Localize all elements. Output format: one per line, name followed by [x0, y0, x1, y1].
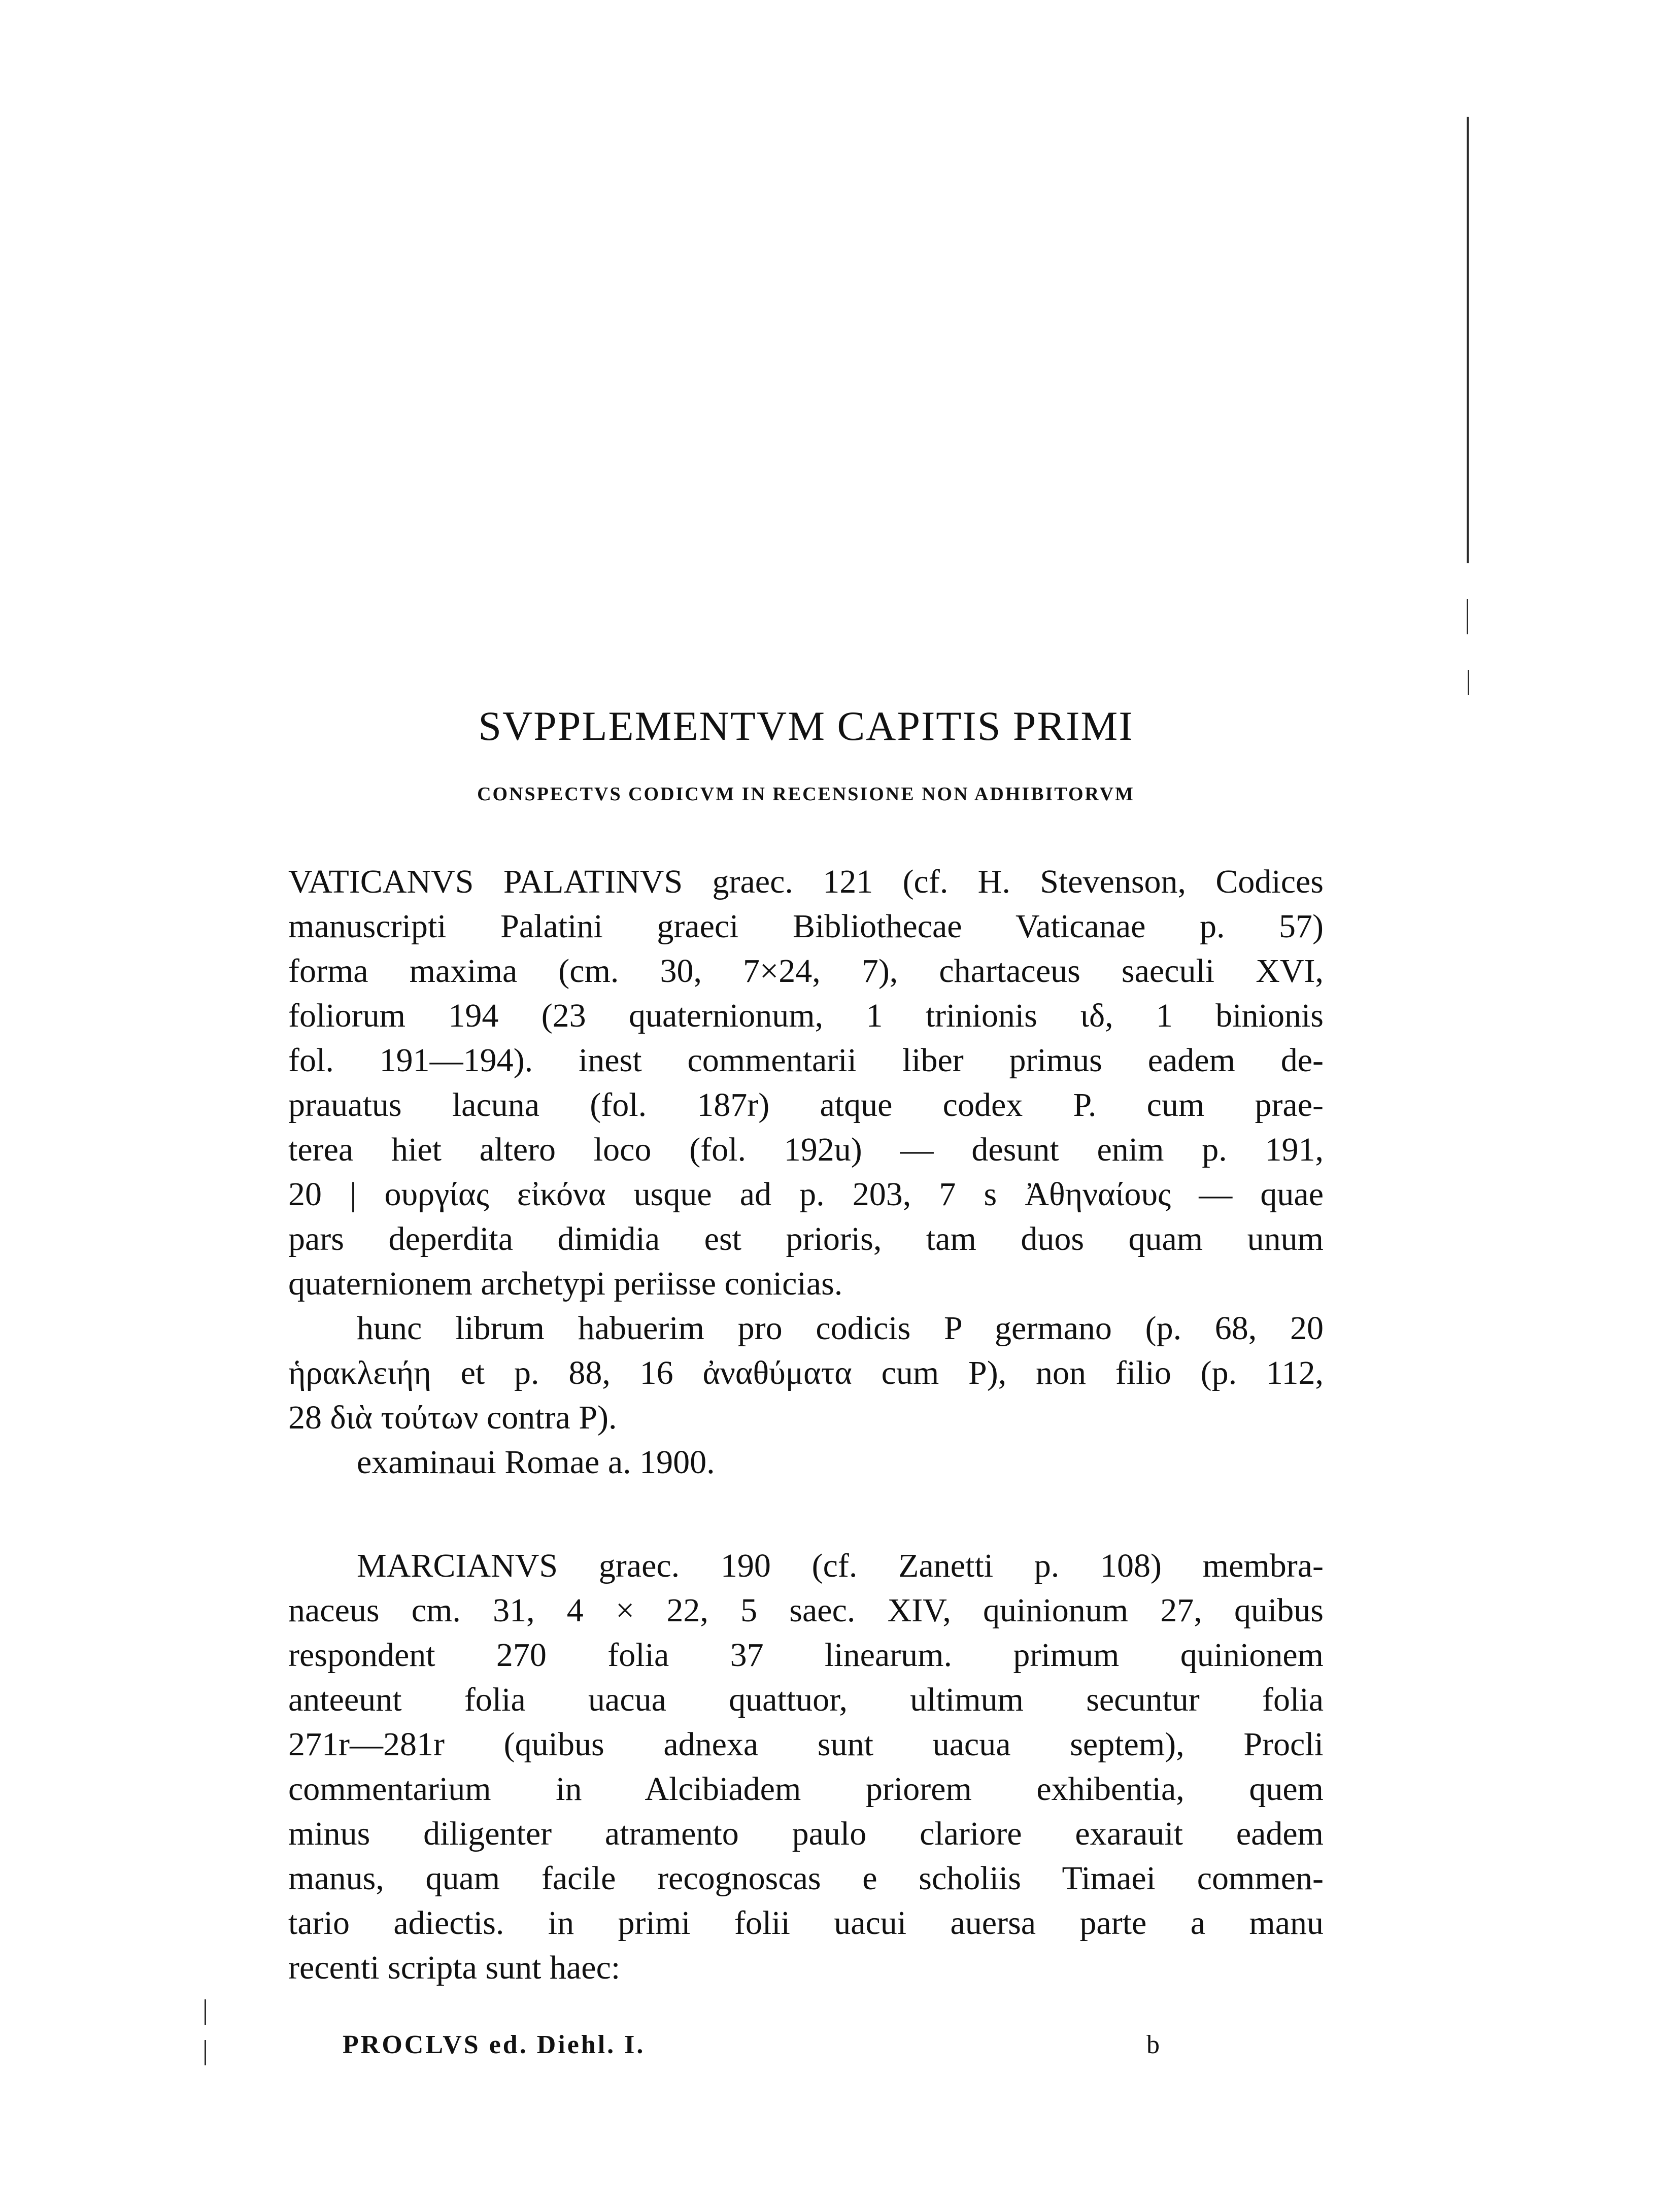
text-line: pars deperdita dimidia est prioris, tam duos quam unum [288, 1220, 1324, 1257]
text-line: 20 | ουργίας εἰκόνα usque ad p. 203, 7 s Ἀθηναίους — quae [288, 1176, 1324, 1213]
section-gap [288, 1485, 1324, 1544]
text-line: terea hiet altero loco (fol. 192u) — desunt enim p. 191, [288, 1131, 1324, 1168]
footer-sheet-mark: b [1146, 2030, 1160, 2059]
text-line: naceus cm. 31, 4 × 22, 5 saec. XIV, quinionum 27, quibus [288, 1592, 1324, 1629]
marcianus-paragraph [288, 1544, 1324, 1990]
text-line: MARCIANVS graec. 190 (cf. Zanetti p. 108) membra- [357, 1547, 1324, 1584]
text-line: hunc librum habuerim pro codicis P germano (p. 68, 20 [357, 1310, 1324, 1347]
footer-signature: PROCLVS ed. Diehl. I. [343, 2030, 646, 2059]
text-line: anteeunt folia uacua quattuor, ultimum secuntur folia [288, 1681, 1324, 1718]
text-line: ἡρακλειήη et p. 88, 16 ἀναθύματα cum P), non filio (p. 112, [288, 1354, 1324, 1391]
text-line: recenti scripta sunt haec: [288, 1949, 621, 1986]
vaticanus-paragraph [288, 860, 1324, 1485]
text-line: foliorum 194 (23 quaternionum, 1 trinionis ιδ, 1 binionis [288, 997, 1324, 1034]
text-line: examinaui Romae a. 1900. [357, 1444, 715, 1481]
text-line: minus diligenter atramento paulo clariore exarauit eadem [288, 1815, 1324, 1852]
text-line: forma maxima (cm. 30, 7×24, 7), chartaceus saeculi XVI, [288, 952, 1324, 990]
scan-edge-line [1468, 670, 1469, 695]
text-line: prauatus lacuna (fol. 187r) atque codex P. cum prae- [288, 1086, 1324, 1124]
text-line: tario adiectis. in primi folii uacui auersa parte a manu [288, 1904, 1324, 1942]
text-line: commentarium in Alcibiadem priorem exhibentia, quem [288, 1771, 1324, 1808]
text-line: fol. 191—194). inest commentarii liber primus eadem de- [288, 1042, 1324, 1079]
page-title: SVPPLEMENTVM CAPITIS PRIMI [478, 703, 1134, 749]
scan-edge-line [1467, 599, 1468, 634]
text-line: respondent 270 folia 37 linearum. primum quinionem [288, 1637, 1324, 1674]
scan-edge-line [1467, 117, 1469, 563]
text-line: manuscripti Palatini graeci Bibliothecae Vaticanae p. 57) [288, 908, 1324, 945]
text-line: VATICANVS PALATINVS graec. 121 (cf. H. Stevenson, Codices [288, 863, 1324, 900]
page-body [288, 705, 1324, 1990]
text-line: 271r—281r (quibus adnexa sunt uacua septem), Procli [288, 1726, 1324, 1763]
scan-edge-line [205, 1999, 206, 2025]
text-line: quaternionem archetypi periisse conicias. [288, 1265, 843, 1302]
text-line: manus, quam facile recognoscas e scholiis Timaei commen- [288, 1860, 1324, 1897]
text-line: 28 διὰ τούτων contra P). [288, 1399, 617, 1436]
scan-edge-line [205, 2040, 206, 2065]
page-footer [343, 2030, 1160, 2060]
page-subtitle: CONSPECTVS CODICVM IN RECENSIONE NON ADHIBITORVM [477, 784, 1135, 805]
